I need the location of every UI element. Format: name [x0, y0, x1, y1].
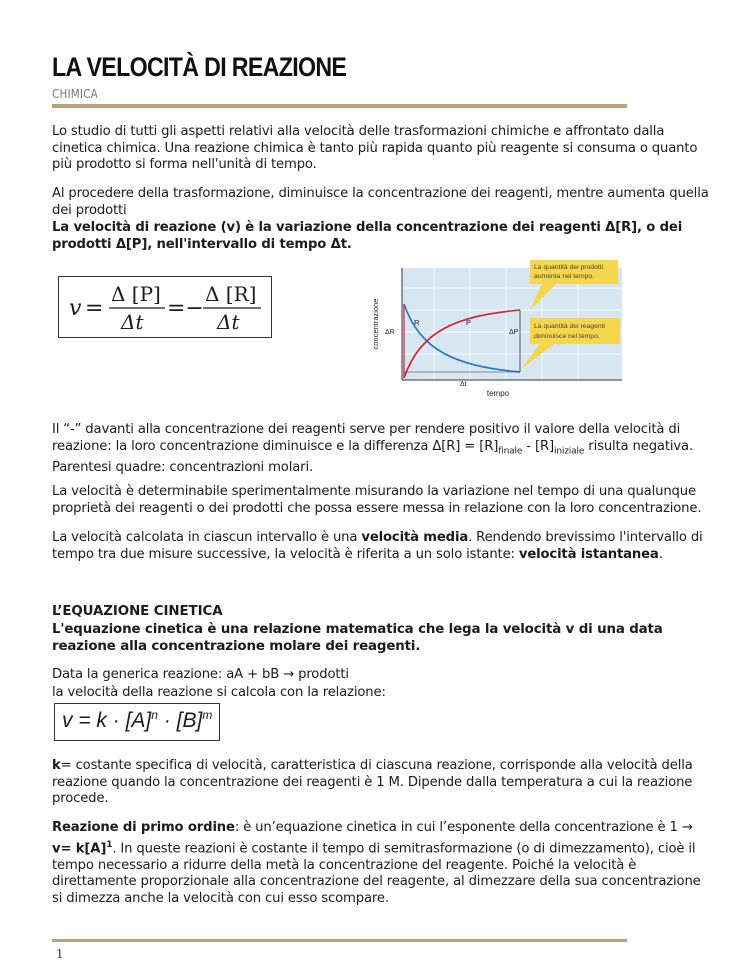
first-order-text-1: : è un’equazione cinetica in cui l’esponente della concentrazione è 1 →	[234, 820, 693, 835]
p3-sub-finale: finale	[498, 446, 523, 457]
callout-reagents	[530, 318, 620, 344]
formula-equals: =	[85, 296, 104, 321]
rate-law-formula	[62, 708, 212, 733]
rate-formula-box	[58, 276, 272, 338]
formula-num-p: Δ [P]	[111, 282, 161, 306]
p5-text-e: .	[658, 546, 663, 562]
first-order-text-2: . In queste reazioni è costante il tempo di semitrasformazione (o di dimezzamento), cioè il tempo necessario a ridurre della metà la concentrazione del reagente. Poiché la velocità è direttamente proporzionale alla concentrazione del reagente, al dimezzare della sua concentrazione si dimezza anche la velocità con cui esso scompare.	[52, 840, 701, 906]
formula-v: v	[69, 296, 82, 321]
page-subtitle: CHIMICA	[52, 87, 99, 101]
exponent-m: m	[202, 708, 213, 722]
p3-line3: Parentesi quadre: concentrazioni molari.	[52, 459, 313, 475]
callout-products-line1: La quantità dei prodotti	[534, 264, 604, 271]
generic-reaction-line: Data la generica reazione: aA + bB → prodotti	[52, 667, 349, 682]
callout-products-line2: aumenta nel tempo.	[534, 273, 595, 280]
k-definition	[52, 758, 712, 808]
label-delta-p: ΔP	[509, 329, 519, 336]
rate-law-part-b: · [B]	[157, 709, 203, 732]
definition-text: La velocità di reazione (v) è la variazione della concentrazione dei reagenti Δ[R], o dei prodotti Δ[P], nell'intervallo di tempo Δt.	[52, 220, 683, 252]
formula-equals-minus: =−	[167, 296, 204, 321]
formula-den-1: Δt	[121, 310, 144, 334]
velocita-media: velocità media	[361, 530, 469, 545]
p3-text-a: Il “-” davanti alla concentrazione dei reagenti serve per rendere positivo il valore della velocità di reazione: la loro concentrazione diminuisce e la differenza Δ[R] = [R]	[52, 422, 681, 454]
footer-rule	[52, 939, 627, 942]
formula-num-r: Δ [R]	[205, 282, 257, 306]
measurement-paragraph: La velocità è determinabile sperimentalmente misurando la variazione nel tempo di una qualunque proprietà dei reagenti o dei prodotti che possa essere messa in relazione con la loro concentrazione.	[52, 484, 702, 516]
k-symbol: k	[52, 758, 61, 773]
first-order-exponent: 1	[106, 839, 113, 850]
rate-law-box	[54, 703, 220, 741]
label-p: P	[466, 318, 472, 327]
relation-line: la velocità della reazione si calcola con la relazione:	[52, 685, 386, 700]
minus-sign-paragraph	[52, 422, 712, 476]
p5-text-a: La velocità calcolata in ciascun intervallo è una	[52, 530, 362, 545]
exponent-n: n	[151, 708, 158, 722]
callout-reagents-line2: diminuisce nel tempo.	[534, 333, 600, 340]
first-order-paragraph	[52, 820, 712, 907]
label-delta-r: ΔR	[385, 329, 395, 336]
first-order-equation: v= k[A]	[52, 840, 107, 856]
velocity-paragraph	[52, 530, 712, 563]
rate-law-part-a: v = k · [A]	[62, 709, 152, 732]
p5-text-c: . Rendendo brevissimo l'intervallo di tempo tra due misure successive, la velocità è riferita a un solo istante:	[52, 530, 703, 562]
formula-den-2: Δt	[217, 310, 240, 334]
intro-paragraph: Lo studio di tutti gli aspetti relativi alla velocità delle trasformazioni chimiche e affrontato dalla cinetica chimica. Una reazione chimica è tanto più rapida quanto più reagente si consuma o quanto più prodotto si forma nell'unità di tempo.	[52, 124, 698, 173]
p3-text-b: - [R]	[522, 438, 554, 454]
p3-text-c: risulta negativa.	[584, 438, 694, 454]
k-text: = costante specifica di velocità, caratteristica di ciascuna reazione, corrisponde alla velocità della reazione quando la concentrazione dei reagenti è 1 M. Dipende dalla temperatura a cui la reazione procede.	[52, 758, 693, 807]
concentration-graph	[364, 258, 626, 402]
graph-xlabel: tempo	[486, 389, 510, 398]
intro-paragraph-2: Al procedere della trasformazione, diminuisce la concentrazione dei reagenti, mentre aumenta quella dei prodotti	[52, 186, 709, 218]
label-delta-t: Δt	[460, 381, 467, 388]
header-rule	[52, 104, 627, 108]
callout-reagents-line1: La quantità dei reagenti	[534, 323, 606, 330]
section-heading: L’EQUAZIONE CINETICA	[52, 604, 223, 619]
velocita-istantanea: velocità istantanea	[518, 546, 659, 562]
section-subheading: L'equazione cinetica è una relazione matematica che lega la velocità v di una data reazione alla concentrazione molare dei reagenti.	[52, 622, 663, 654]
graph-ylabel: concentrazione	[371, 298, 380, 350]
page-number: 1	[56, 947, 64, 961]
rate-formula	[59, 277, 271, 337]
first-order-label: Reazione di primo ordine	[52, 820, 235, 835]
p3-sub-iniziale: iniziale	[553, 446, 585, 457]
page-title: LA VELOCITÀ DI REAZIONE	[52, 52, 347, 82]
label-r: R	[414, 318, 420, 327]
